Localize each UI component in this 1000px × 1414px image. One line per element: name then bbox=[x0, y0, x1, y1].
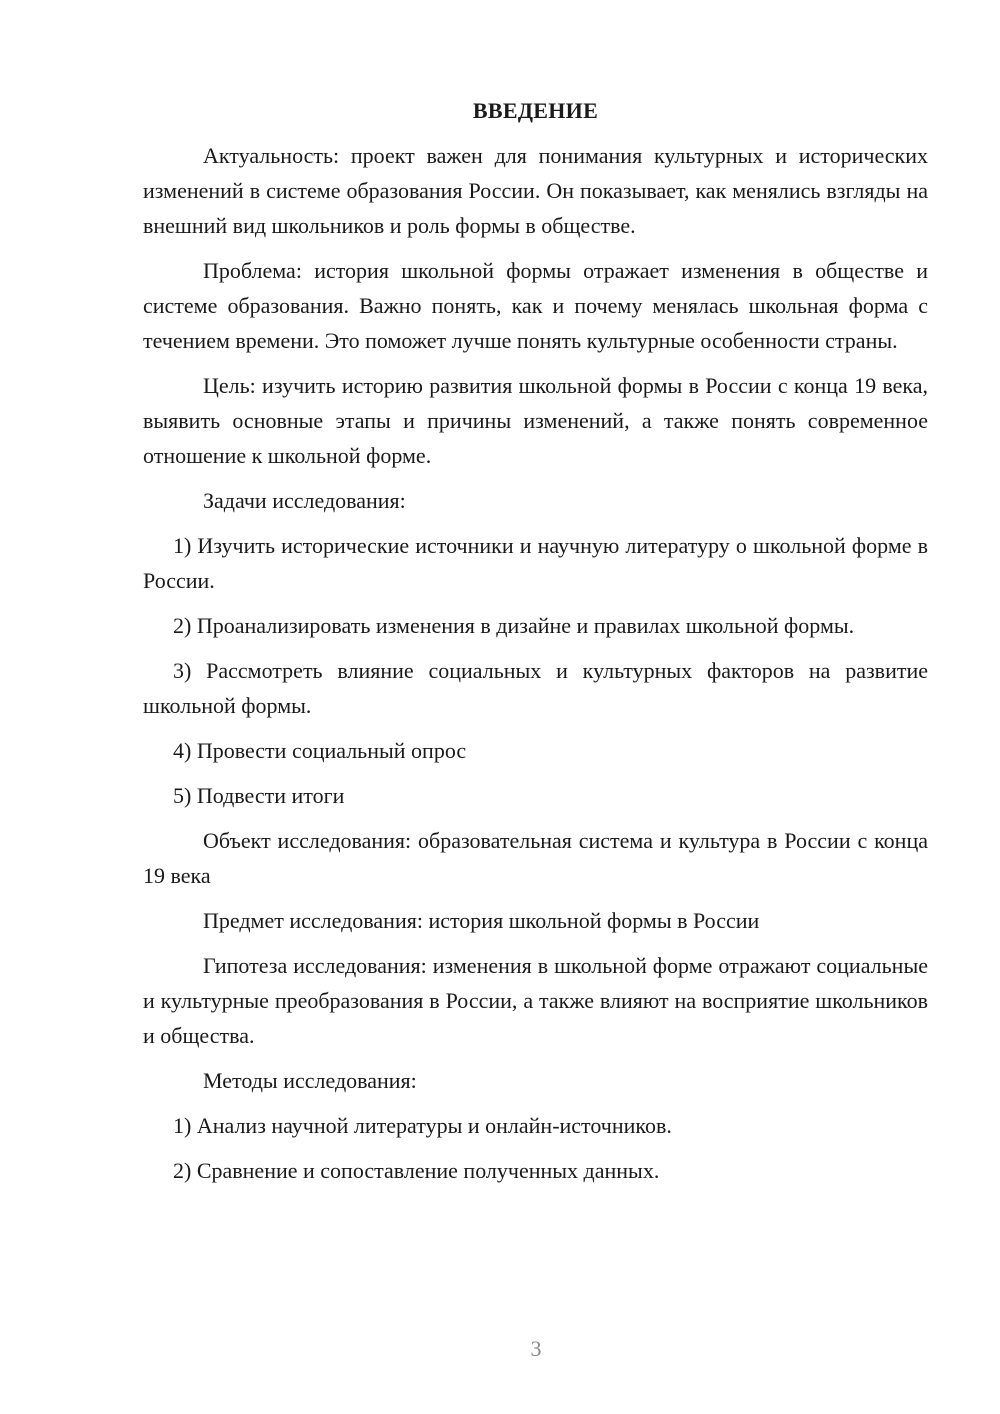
paragraph-goal: Цель: изучить историю развития школьной формы в России с конца 19 века, выявить основные этапы и причины изменений, а также понять современное отношение к школьной форме. bbox=[143, 373, 928, 468]
task-item-2: 2) Проанализировать изменения в дизайне и правилах школьной формы. bbox=[173, 613, 855, 638]
section-title: ВВЕДЕНИЕ bbox=[472, 98, 599, 123]
methods-heading: Методы исследования: bbox=[203, 1068, 417, 1093]
task-item-3: 3) Рассмотреть влияние социальных и культурных факторов на развитие школьной формы. bbox=[143, 658, 928, 718]
task-item-1: 1) Изучить исторические источники и научную литературу о школьной форме в России. bbox=[143, 533, 928, 593]
method-item-1: 1) Анализ научной литературы и онлайн-источников. bbox=[173, 1113, 672, 1138]
method-item-2: 2) Сравнение и сопоставление полученных данных. bbox=[173, 1158, 660, 1183]
page-number: 3 bbox=[530, 1336, 542, 1361]
paragraph-subject: Предмет исследования: история школьной формы в России bbox=[203, 908, 760, 933]
task-item-4: 4) Провести социальный опрос bbox=[173, 738, 467, 763]
paragraph-problem: Проблема: история школьной формы отражает изменения в обществе и системе образования. Важно понять, как и почему менялась школьная форма с течением времени. Это поможет лучше понять культурные особенности страны. bbox=[143, 258, 928, 353]
paragraph-object: Объект исследования: образовательная система и культура в России с конца 19 века bbox=[143, 828, 928, 888]
paragraph-hypothesis: Гипотеза исследования: изменения в школьной форме отражают социальные и культурные преобразования в России, а также влияют на восприятие школьников и общества. bbox=[143, 953, 928, 1048]
tasks-heading: Задачи исследования: bbox=[203, 488, 406, 513]
page-content bbox=[143, 96, 928, 1198]
task-item-5: 5) Подвести итоги bbox=[173, 783, 345, 808]
paragraph-relevance: Актуальность: проект важен для понимания культурных и исторических изменений в системе образования России. Он показывает, как менялись взгляды на внешний вид школьников и роль формы в обществе. bbox=[143, 143, 928, 238]
